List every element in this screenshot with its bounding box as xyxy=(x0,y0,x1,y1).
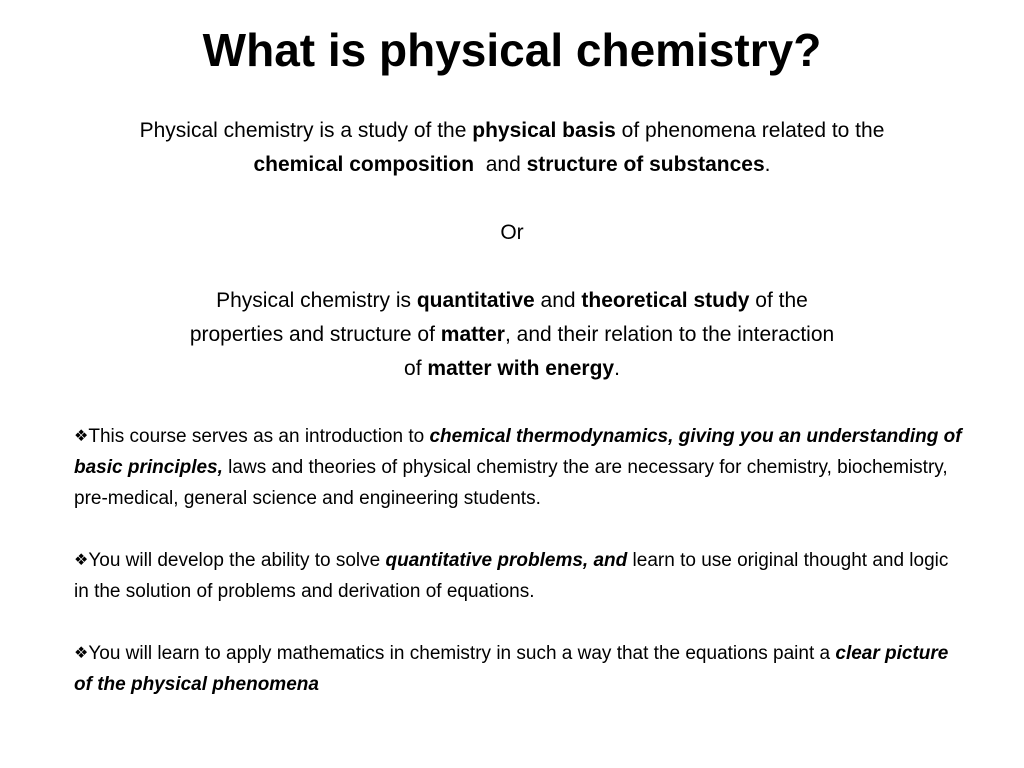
definition-2-text-4: properties and structure of xyxy=(189,323,441,346)
diamond-bullet-icon: ❖ xyxy=(74,645,89,662)
bullet-2-text-2: learn to use original thought and logic in the solution of problems and derivation of equations. xyxy=(74,550,949,602)
diamond-bullet-icon: ❖ xyxy=(74,428,89,445)
definition-2-text-3: of the xyxy=(749,289,808,312)
bullet-1-emphasis: chemical thermodynamics, giving you an understanding of basic principles, xyxy=(74,426,962,478)
bullet-list xyxy=(74,421,964,700)
definition-2 xyxy=(40,284,984,386)
definition-2-text-2: and xyxy=(534,289,582,312)
definition-2-matter-with-energy: matter with energy xyxy=(427,357,615,380)
definition-1-text-4: . xyxy=(764,153,771,176)
bullet-item-mathematics xyxy=(74,638,964,700)
definition-2-text-5: , and their relation to the interaction xyxy=(504,323,835,346)
bullet-item-course xyxy=(74,421,964,514)
definition-2-theoretical-study: theoretical study xyxy=(581,289,750,312)
definition-1-text-3: and xyxy=(474,153,527,176)
bullet-2-text-1: You will develop the ability to solve xyxy=(88,550,386,571)
definition-2-text-6: of xyxy=(404,357,428,380)
diamond-bullet-icon: ❖ xyxy=(74,552,89,569)
definition-2-quantitative: quantitative xyxy=(416,289,535,312)
or-separator: Or xyxy=(500,221,524,244)
definition-1-chemical-composition: chemical composition xyxy=(253,153,475,176)
bullet-item-ability xyxy=(74,545,964,607)
definition-1 xyxy=(40,114,984,182)
bullet-2-emphasis: quantitative problems, and xyxy=(385,550,628,571)
definition-1-physical-basis: physical basis xyxy=(472,119,616,142)
definition-2-text-1: Physical chemistry is xyxy=(216,289,417,312)
definition-2-text-7: . xyxy=(614,357,620,380)
definition-1-text-2: of phenomena related to the xyxy=(615,119,885,142)
bullet-3-text-1: You will learn to apply mathematics in chemistry in such a way that the equations paint a xyxy=(88,643,836,664)
slide-title: What is physical chemistry? xyxy=(202,24,822,76)
definition-1-structure-of-substances: structure of substances xyxy=(526,153,765,176)
bullet-1-text-2: laws and theories of physical chemistry the are necessary for chemistry, biochemistry, pre-medical, general science and engineering students. xyxy=(74,457,948,509)
definition-1-text-1: Physical chemistry is a study of the xyxy=(139,119,473,142)
bullet-3-emphasis: clear picture of the physical phenomena xyxy=(74,643,949,695)
definition-2-matter: matter xyxy=(440,323,505,346)
bullet-1-text-1: This course serves as an introduction to xyxy=(88,426,430,447)
